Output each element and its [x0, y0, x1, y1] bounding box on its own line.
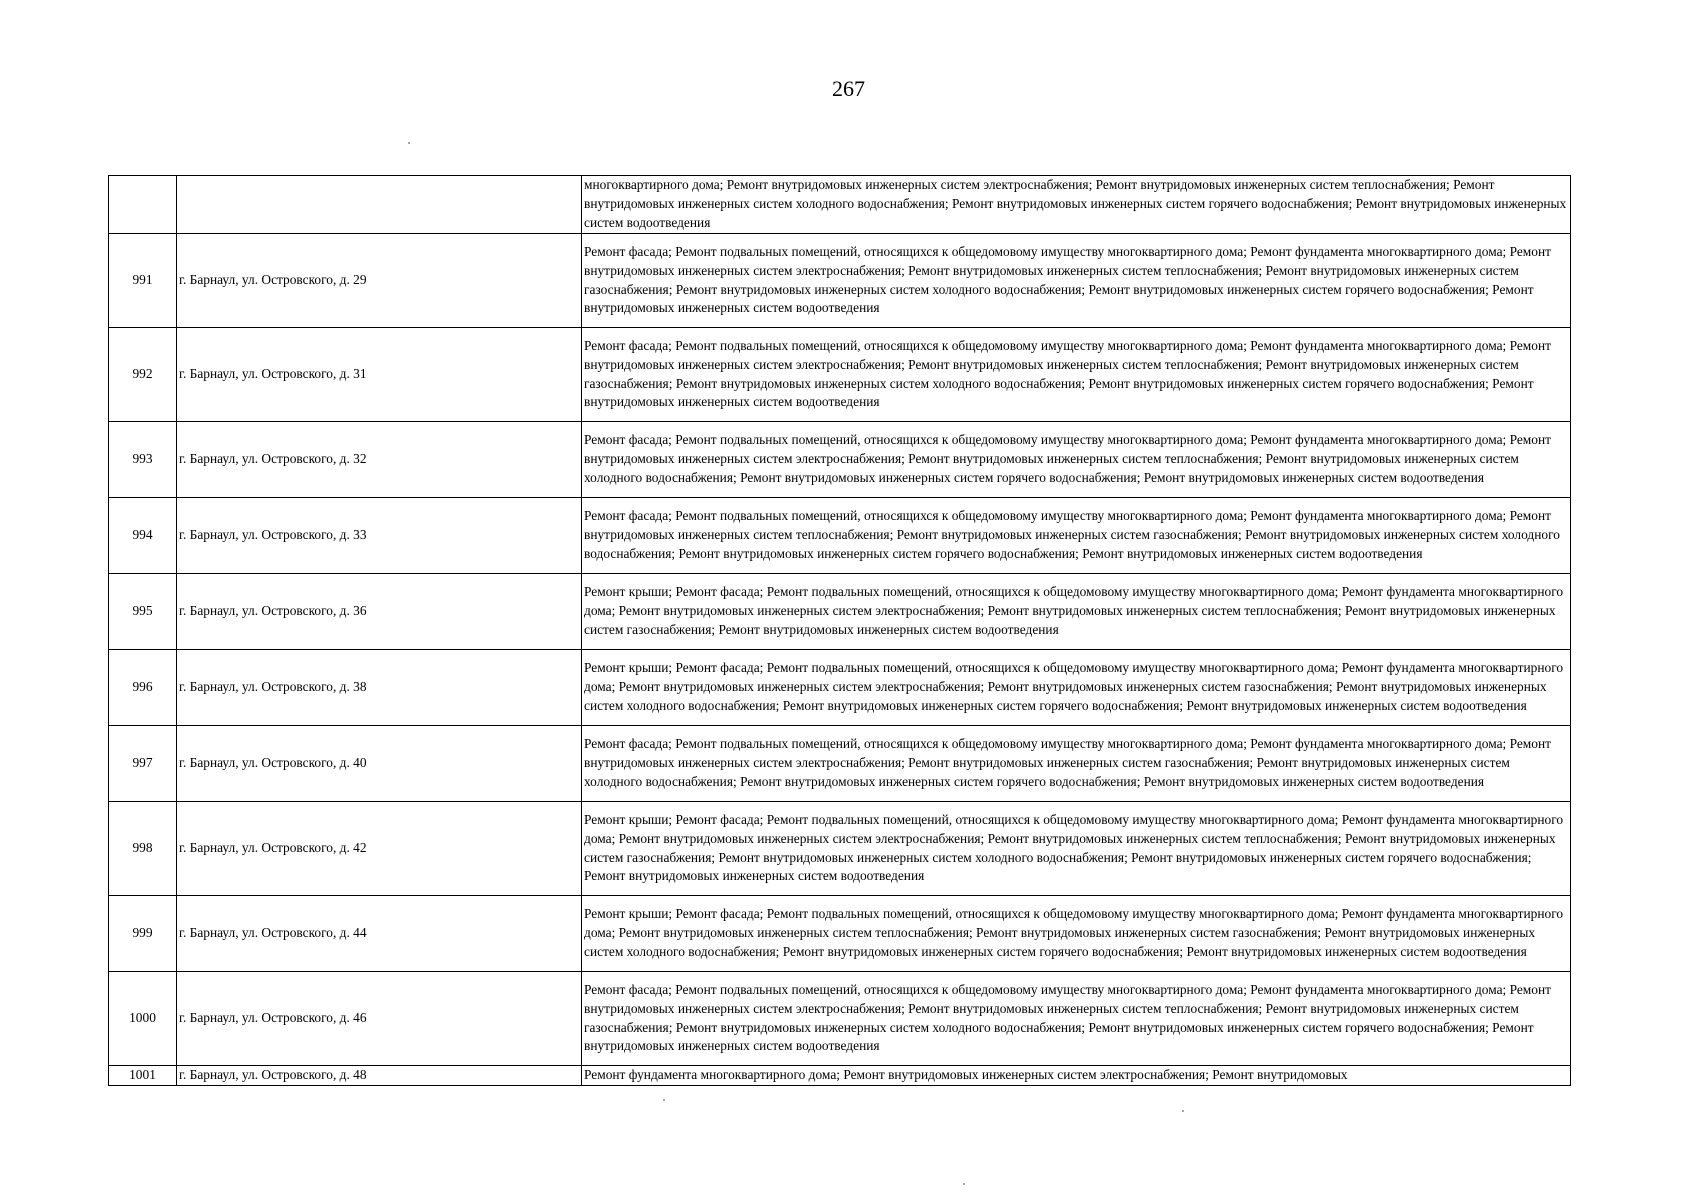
table-row — [109, 234, 1571, 328]
row-number-cell: 1001 — [109, 1066, 177, 1086]
works-cell: Ремонт фасада; Ремонт подвальных помещений, относящихся к общедомовому имуществу многоквартирного дома; Ремонт фундамента многоквартирного дома; Ремонт внутридомовых инженерных систем электроснабжения; Ремонт внутридомовых инженерных систем теплоснабжения; Ремонт внутридомовых инженерных систем газоснабжения; Ремонт внутридомовых инженерных систем холодного водоснабжения; Ремонт внутридомовых инженерных систем горячего водоснабжения; Ремонт внутридомовых инженерных систем водоотведения — [582, 234, 1571, 328]
works-cell: Ремонт фасада; Ремонт подвальных помещений, относящихся к общедомовому имуществу многоквартирного дома; Ремонт фундамента многоквартирного дома; Ремонт внутридомовых инженерных систем электроснабжения; Ремонт внутридомовых инженерных систем теплоснабжения; Ремонт внутридомовых инженерных систем газоснабжения; Ремонт внутридомовых инженерных систем холодного водоснабжения; Ремонт внутридомовых инженерных систем горячего водоснабжения; Ремонт внутридомовых инженерных систем водоотведения — [582, 972, 1571, 1066]
row-number-cell: 991 — [109, 234, 177, 328]
table-row — [109, 1066, 1571, 1086]
works-cell: Ремонт фасада; Ремонт подвальных помещений, относящихся к общедомовому имуществу многоквартирного дома; Ремонт фундамента многоквартирного дома; Ремонт внутридомовых инженерных систем электроснабжения; Ремонт внутридомовых инженерных систем теплоснабжения; Ремонт внутридомовых инженерных систем холодного водоснабжения; Ремонт внутридомовых инженерных систем горячего водоснабжения; Ремонт внутридомовых инженерных систем водоотведения — [582, 422, 1571, 498]
table-row — [109, 972, 1571, 1066]
works-cell: Ремонт крыши; Ремонт фасада; Ремонт подвальных помещений, относящихся к общедомовому имуществу многоквартирного дома; Ремонт фундамента многоквартирного дома; Ремонт внутридомовых инженерных систем электроснабжения; Ремонт внутридомовых инженерных систем газоснабжения; Ремонт внутридомовых инженерных систем холодного водоснабжения; Ремонт внутридомовых инженерных систем горячего водоснабжения; Ремонт внутридомовых инженерных систем водоотведения — [582, 650, 1571, 726]
works-cell: Ремонт фасада; Ремонт подвальных помещений, относящихся к общедомовому имуществу многоквартирного дома; Ремонт фундамента многоквартирного дома; Ремонт внутридомовых инженерных систем электроснабжения; Ремонт внутридомовых инженерных систем газоснабжения; Ремонт внутридомовых инженерных систем холодного водоснабжения; Ремонт внутридомовых инженерных систем горячего водоснабжения; Ремонт внутридомовых инженерных систем водоотведения — [582, 726, 1571, 802]
address-cell: г. Барнаул, ул. Островского, д. 38 — [177, 650, 582, 726]
table-row — [109, 896, 1571, 972]
address-cell: г. Барнаул, ул. Островского, д. 31 — [177, 328, 582, 422]
table-row — [109, 328, 1571, 422]
address-cell: г. Барнаул, ул. Островского, д. 40 — [177, 726, 582, 802]
row-number-cell: 999 — [109, 896, 177, 972]
works-cell: Ремонт фасада; Ремонт подвальных помещений, относящихся к общедомовому имуществу многоквартирного дома; Ремонт фундамента многоквартирного дома; Ремонт внутридомовых инженерных систем теплоснабжения; Ремонт внутридомовых инженерных систем газоснабжения; Ремонт внутридомовых инженерных систем холодного водоснабжения; Ремонт внутридомовых инженерных систем горячего водоснабжения; Ремонт внутридомовых инженерных систем водоотведения — [582, 498, 1571, 574]
housing-repair-table — [108, 175, 1571, 1086]
scan-speck — [663, 1099, 665, 1101]
scan-speck — [963, 1183, 965, 1185]
table-row — [109, 802, 1571, 896]
page-number: 267 — [832, 76, 865, 101]
address-cell — [177, 176, 582, 234]
table-row — [109, 498, 1571, 574]
scan-speck — [1182, 1110, 1184, 1112]
table-row — [109, 176, 1571, 234]
address-cell: г. Барнаул, ул. Островского, д. 42 — [177, 802, 582, 896]
works-cell: Ремонт фундамента многоквартирного дома; Ремонт внутридомовых инженерных систем электроснабжения; Ремонт внутридомовых — [582, 1066, 1571, 1086]
address-cell: г. Барнаул, ул. Островского, д. 29 — [177, 234, 582, 328]
row-number-cell: 993 — [109, 422, 177, 498]
address-cell: г. Барнаул, ул. Островского, д. 36 — [177, 574, 582, 650]
row-number-cell: 998 — [109, 802, 177, 896]
scan-speck — [408, 142, 410, 144]
table-row — [109, 726, 1571, 802]
works-cell: многоквартирного дома; Ремонт внутридомовых инженерных систем электроснабжения; Ремонт внутридомовых инженерных систем теплоснабжения; Ремонт внутридомовых инженерных систем холодного водоснабжения; Ремонт внутридомовых инженерных систем горячего водоснабжения; Ремонт внутридомовых инженерных систем водоотведения — [582, 176, 1571, 234]
address-cell: г. Барнаул, ул. Островского, д. 32 — [177, 422, 582, 498]
address-cell: г. Барнаул, ул. Островского, д. 46 — [177, 972, 582, 1066]
works-cell: Ремонт фасада; Ремонт подвальных помещений, относящихся к общедомовому имуществу многоквартирного дома; Ремонт фундамента многоквартирного дома; Ремонт внутридомовых инженерных систем электроснабжения; Ремонт внутридомовых инженерных систем теплоснабжения; Ремонт внутридомовых инженерных систем газоснабжения; Ремонт внутридомовых инженерных систем холодного водоснабжения; Ремонт внутридомовых инженерных систем горячего водоснабжения; Ремонт внутридомовых инженерных систем водоотведения — [582, 328, 1571, 422]
row-number-cell — [109, 176, 177, 234]
table-row — [109, 574, 1571, 650]
works-cell: Ремонт крыши; Ремонт фасада; Ремонт подвальных помещений, относящихся к общедомовому имуществу многоквартирного дома; Ремонт фундамента многоквартирного дома; Ремонт внутридомовых инженерных систем электроснабжения; Ремонт внутридомовых инженерных систем теплоснабжения; Ремонт внутридомовых инженерных систем газоснабжения; Ремонт внутридомовых инженерных систем холодного водоснабжения; Ремонт внутридомовых инженерных систем горячего водоснабжения; Ремонт внутридомовых инженерных систем водоотведения — [582, 802, 1571, 896]
row-number-cell: 994 — [109, 498, 177, 574]
row-number-cell: 996 — [109, 650, 177, 726]
address-cell: г. Барнаул, ул. Островского, д. 48 — [177, 1066, 582, 1086]
address-cell: г. Барнаул, ул. Островского, д. 33 — [177, 498, 582, 574]
table-row — [109, 650, 1571, 726]
row-number-cell: 997 — [109, 726, 177, 802]
table-row — [109, 422, 1571, 498]
address-cell: г. Барнаул, ул. Островского, д. 44 — [177, 896, 582, 972]
works-cell: Ремонт крыши; Ремонт фасада; Ремонт подвальных помещений, относящихся к общедомовому имуществу многоквартирного дома; Ремонт фундамента многоквартирного дома; Ремонт внутридомовых инженерных систем теплоснабжения; Ремонт внутридомовых инженерных систем газоснабжения; Ремонт внутридомовых инженерных систем холодного водоснабжения; Ремонт внутридомовых инженерных систем горячего водоснабжения; Ремонт внутридомовых инженерных систем водоотведения — [582, 896, 1571, 972]
row-number-cell: 995 — [109, 574, 177, 650]
works-cell: Ремонт крыши; Ремонт фасада; Ремонт подвальных помещений, относящихся к общедомовому имуществу многоквартирного дома; Ремонт фундамента многоквартирного дома; Ремонт внутридомовых инженерных систем электроснабжения; Ремонт внутридомовых инженерных систем теплоснабжения; Ремонт внутридомовых инженерных систем газоснабжения; Ремонт внутридомовых инженерных систем водоотведения — [582, 574, 1571, 650]
row-number-cell: 992 — [109, 328, 177, 422]
row-number-cell: 1000 — [109, 972, 177, 1066]
